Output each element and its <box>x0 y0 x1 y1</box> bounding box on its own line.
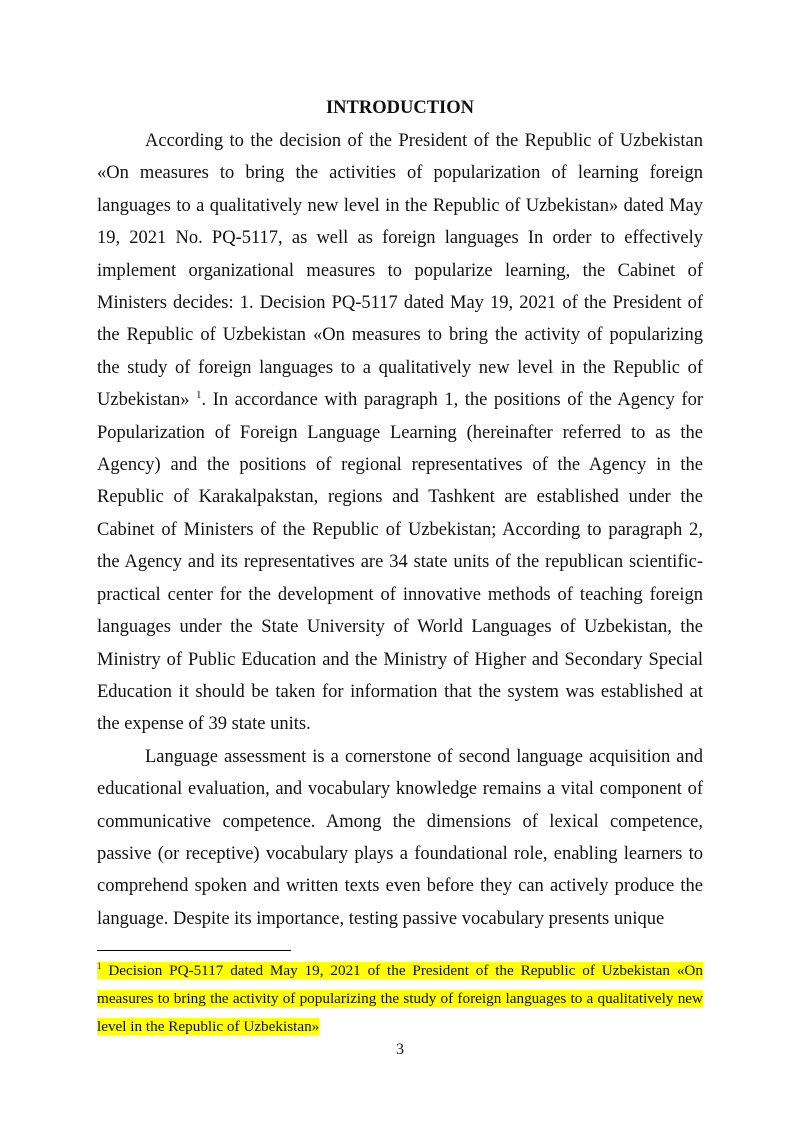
page-number: 3 <box>396 1041 404 1058</box>
footnote-marker: 1 <box>97 960 102 971</box>
footnote-text: Decision PQ-5117 dated May 19, 2021 of the President of the Republic of Uzbekistan «On measures to bring the activity of popularizing the study of foreign languages to a qualitatively new level in the Republic of Uzbekistan» <box>97 962 703 1035</box>
body-text <box>97 125 703 935</box>
footnote-reference[interactable]: 1 <box>196 389 202 402</box>
footnote <box>97 957 703 1041</box>
paragraph-2: Language assessment is a cornerstone of second language acquisition and educational evaluation, and vocabulary knowledge remains a vital component of communicative competence. Among the dimensions of lexical competence, passive (or receptive) vocabulary plays a foundational role, enabling learners to comprehend spoken and written texts even before they can actively produce the language. Despite its importance, testing passive vocabulary presents unique <box>97 746 703 929</box>
footnote-highlight <box>97 962 703 1035</box>
paragraph-1-text-a: According to the decision of the President of the Republic of Uzbekistan «On measures to bring the activities of popularization of learning foreign languages to a qualitatively new level in the Republic of Uzbekistan» dated May 19, 2021 No. PQ-5117, as well as foreign languages In order to effectively implement organizational measures to popularize learning, the Cabinet of Ministers decides: 1. Decision PQ-5117 dated May 19, 2021 of the President of the Republic of Uzbekistan «On measures to bring the activity of popularizing the study of foreign languages to a qualitatively new level in the Republic of Uzbekistan» <box>97 131 703 411</box>
page-title: INTRODUCTION <box>325 98 475 118</box>
paragraph-1 <box>97 125 703 741</box>
footnote-separator <box>97 950 291 951</box>
paragraph-1-text-b: . In accordance with paragraph 1, the positions of the Agency for Popularization of Foreign Language Learning (hereinafter referred to as the Agency) and the positions of regional representatives of the Agency in the Republic of Karakalpakstan, regions and Tashkent are established under the Cabinet of Ministers of the Republic of Uzbekistan; According to paragraph 2, the Agency and its representatives are 34 state units of the republican scientific-practical center for the development of innovative methods of teaching foreign languages under the State University of World Languages of Uzbekistan, the Ministry of Public Education and the Ministry of Higher and Secondary Special Education it should be taken for information that the system was established at the expense of 39 state units. <box>97 390 703 735</box>
